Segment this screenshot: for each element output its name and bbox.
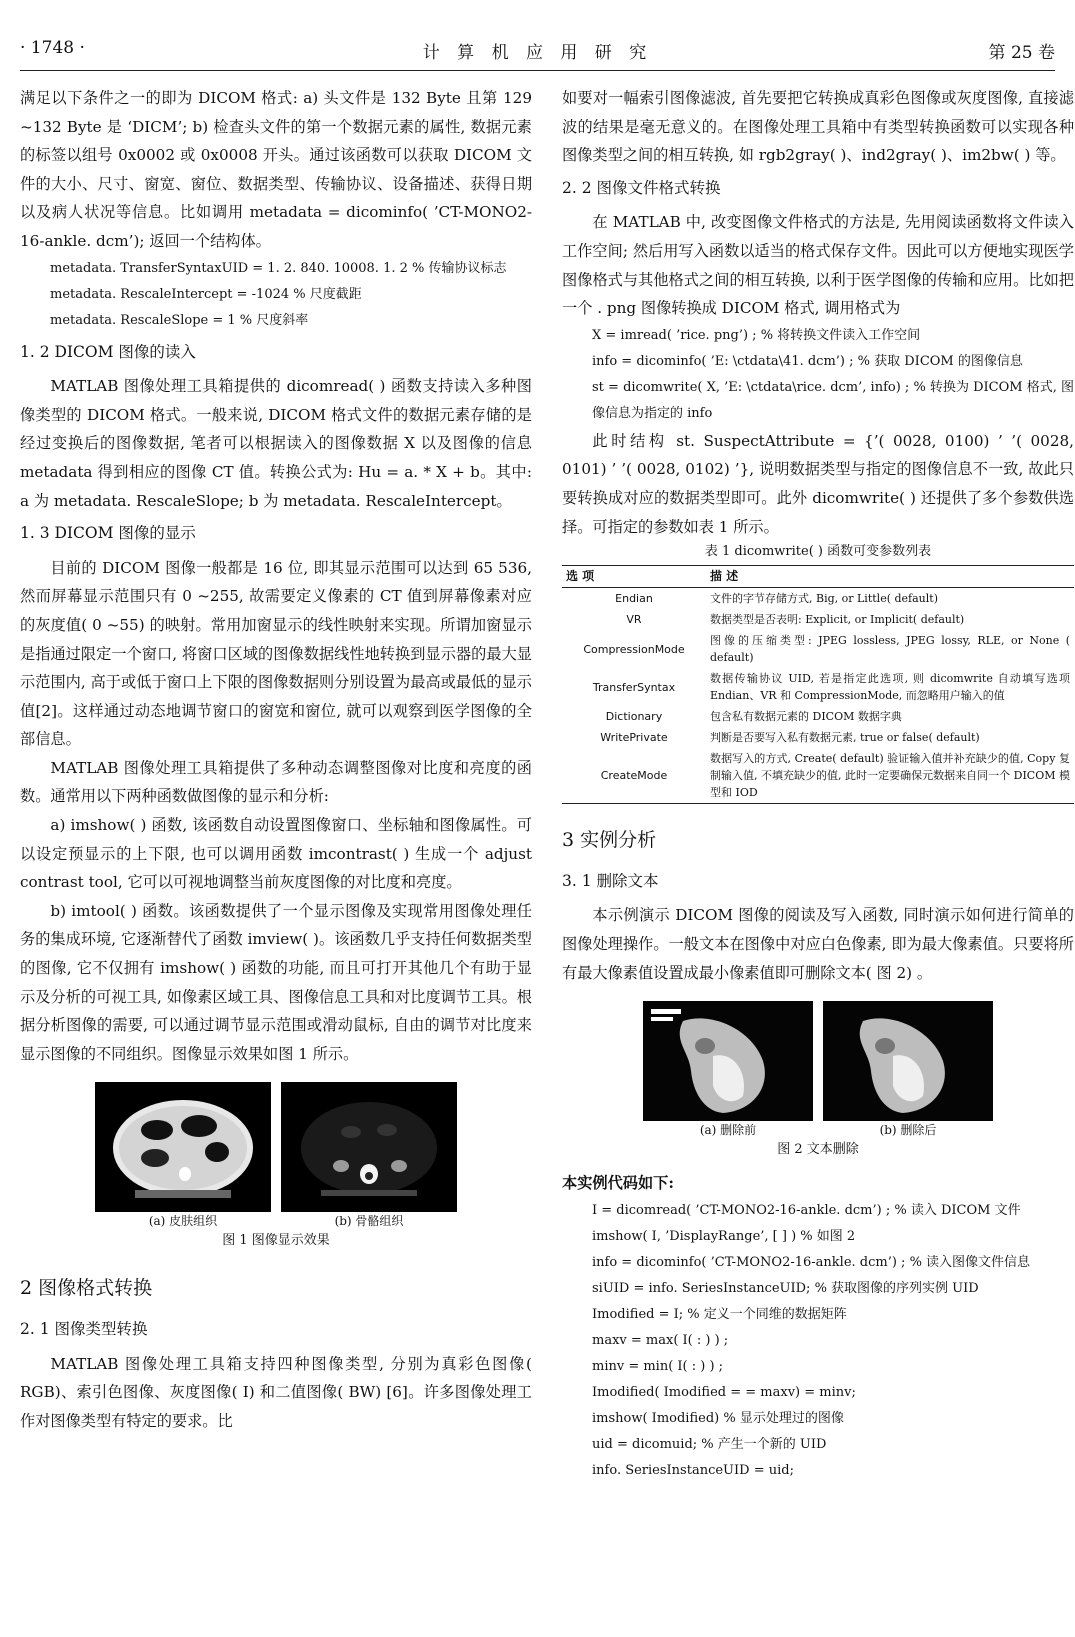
code-line: minv = min( I( : ) ) ; (592, 1358, 724, 1374)
code-line: metadata. RescaleIntercept = -1024 % 尺度截距 (50, 286, 362, 302)
table-cell: TransferSyntax (592, 680, 676, 694)
left-column (20, 84, 532, 1435)
code-line: info = dicominfo( ’E: \ctdata\41. dcm’) ; % 获取 DICOM 的图像信息 (592, 353, 1023, 369)
figure-2 (562, 1001, 1074, 1139)
subfigure-caption: (b) 骨骼组织 (334, 1214, 404, 1229)
figure-caption: 图 2 文本删除 (777, 1142, 859, 1158)
table-row (562, 748, 1074, 804)
code-line: siUID = info. SeriesInstanceUID; % 获取图像的序列实例 UID (592, 1280, 979, 1296)
code-title: 本实例代码如下: (562, 1174, 674, 1193)
table-cell: WritePrivate (600, 731, 668, 745)
paragraph: 在 MATLAB 中, 改变图像文件格式的方法是, 先用阅读函数将文件读入工作空间; 然后用写入函数以适当的格式保存文件。因此可以方便地实现医学图像格式与其他格式之间的相互转换, 以利于医学图像的传输和应用。比如把一个 . png 图像转换成 DICOM 格式, 调用格式为 (562, 213, 1074, 318)
table-row (562, 727, 1074, 748)
table-cell: Endian (615, 592, 653, 606)
table-header: 选 项 (562, 566, 706, 588)
table-cell: VR (626, 613, 642, 627)
section-heading: 1. 2 DICOM 图像的读入 (20, 342, 196, 361)
table-row (562, 668, 1074, 706)
paragraph: 目前的 DICOM 图像一般都是 16 位, 即其显示范围可以达到 65 536, 然而屏幕显示范围只有 0 ~255, 故需要定义像素的 CT 值到屏幕像素对应的灰度值( 0 ~55) 的映射。常用加窗显示的线性映射来实现。所谓加窗显示是指通过限定一个窗口, 将窗口区域的图像数据线性地转换到显示器的最大显示范围内, 高于或低于窗口上下限的图像数据则分别设置为最高或最低的显示值[2]。这样通过动态地调节窗口的窗宽和窗位, 就可以观察到医学图像的全部信息。 (20, 558, 532, 749)
journal-title: 计 算 机 应 用 研 究 (422, 43, 653, 63)
code-line: imshow( I, ’DisplayRange’, [ ] ) % 如图 2 (592, 1228, 856, 1244)
paragraph: MATLAB 图像处理工具箱提供了多种动态调整图像对比度和亮度的函数。通常用以下两种函数做图像的显示和分析: (20, 758, 532, 806)
figure-caption: 图 1 图像显示效果 (222, 1233, 330, 1249)
code-line: Imodified( Imodified = = maxv) = minv; (592, 1384, 856, 1400)
section-heading: 2. 2 图像文件格式转换 (562, 178, 721, 197)
code-line: info = dicominfo( ’CT-MONO2-16-ankle. dcm’) ; % 读入图像文件信息 (592, 1254, 1031, 1270)
options-table (562, 565, 1074, 804)
paragraph: 满足以下条件之一的即为 DICOM 格式: a) 头文件是 132 Byte 且第 129 ~132 Byte 是 ‘DICM’; b) 检查头文件的第一个数据元素的属性, 数据元素的标签以组号 0x0002 或 0x0008 开头。通过该函数可以获取 DICOM 文件的大小、尺寸、窗宽、窗位、数据类型、传输协议、设备描述、获得日期以及病人状况等信息。比如调用 metadata = dicominfo( ’CT-MONO2-16-ankle. dcm’); 返回一个结构体。 (20, 89, 532, 250)
section-heading: 3. 1 删除文本 (562, 871, 659, 890)
ct-skin-image (95, 1082, 271, 1212)
code-line: X = imread( ’rice. png’) ; % 将转换文件读入工作空间 (592, 327, 921, 343)
table-caption: 表 1 dicomwrite( ) 函数可变参数列表 (704, 544, 932, 560)
table-cell: 包含私有数据元素的 DICOM 数据字典 (710, 710, 902, 724)
code-line: metadata. RescaleSlope = 1 % 尺度斜率 (50, 312, 309, 328)
code-line: uid = dicomuid; % 产生一个新的 UID (592, 1436, 827, 1452)
ct-bone-image (281, 1082, 457, 1212)
right-column (562, 84, 1074, 1484)
volume-label: 第 25 卷 (988, 43, 1055, 63)
section-heading: 1. 3 DICOM 图像的显示 (20, 524, 196, 543)
paragraph: 此时结构 st. SuspectAttribute = {’( 0028, 0100) ’ ’( 0028, 0101) ’ ’( 0028, 0102) ’}, 说明数据类型与指定的图像信息不一致, 故此只要转换成对应的数据类型即可。此外 dicomwrite( ) 还提供了多个参数供选择。可指定的参数如表 1 所示。 (562, 431, 1074, 536)
code-line: maxv = max( I( : ) ) ; (592, 1332, 729, 1348)
code-line: Imodified = I; % 定义一个同维的数据矩阵 (592, 1306, 847, 1322)
table-cell: CompressionMode (583, 642, 685, 656)
code-line: info. SeriesInstanceUID = uid; (592, 1462, 794, 1478)
paragraph: a) imshow( ) 函数, 该函数自动设置图像窗口、坐标轴和图像属性。可以设定预显示的上下限, 也可以调用函数 imcontrast( ) 生成一个 adjust contrast tool, 它可以可视地调整当前灰度图像的对比度和亮度。 (20, 816, 532, 892)
table-cell: CreateMode (562, 748, 706, 804)
section-heading: 3 实例分析 (562, 829, 657, 852)
ankle-before-image (643, 1001, 813, 1121)
ankle-after-image (823, 1001, 993, 1121)
subfigure-caption: (b) 删除后 (879, 1123, 937, 1138)
code-line: st = dicomwrite( X, ’E: \ctdata\rice. dcm’, info) ; % 转换为 DICOM 格式, 图像信息为指定的 info (592, 379, 1074, 421)
table-cell: 数据传输协议 UID, 若是指定此选项, 则 dicomwrite 自动填写选项 Endian、VR 和 CompressionMode, 而忽略用户输入的值 (710, 672, 1070, 703)
section-heading: 2. 1 图像类型转换 (20, 1320, 148, 1338)
figure-1 (20, 1082, 532, 1230)
table-header: 描 述 (706, 566, 1074, 588)
running-header (20, 38, 1055, 68)
table-cell: 数据类型是否表明: Explicit, or Implicit( default) (710, 613, 965, 627)
subfigure-caption: (a) 皮肤组织 (148, 1214, 218, 1229)
table-row (562, 706, 1074, 727)
table-cell: 判断是否要写入私有数据元素, true or false( default) (710, 731, 980, 745)
paragraph: MATLAB 图像处理工具箱支持四种图像类型, 分别为真彩色图像( RGB)、索引色图像、灰度图像( I) 和二值图像( BW) [6]。许多图像处理工作对图像类型有特定的要求。比 (20, 1354, 532, 1430)
header-rule (20, 70, 1055, 71)
page-number: · 1748 · (20, 38, 85, 58)
table-row (562, 630, 1074, 668)
paragraph: MATLAB 图像处理工具箱提供的 dicomread( ) 函数支持读入多种图像类型的 DICOM 格式。一般来说, DICOM 格式文件的数据元素存储的是经过变换后的图像数据, 笔者可以根据读入的图像数据 X 以及图像的信息 metadata 得到相应的图像 CT 值。转换公式为: Hu = a. * X + b。其中: a 为 metadata. RescaleSlope; b 为 metadata. RescaleIntercept。 (20, 377, 532, 510)
table-row (562, 588, 1074, 610)
table-row (562, 609, 1074, 630)
table-cell: 文件的字节存储方式, Big, or Little( default) (710, 592, 938, 606)
table-cell: Dictionary (605, 710, 663, 724)
code-line: metadata. TransferSyntaxUID = 1. 2. 840. 10008. 1. 2 % 传输协议标志 (50, 260, 507, 276)
paragraph: b) imtool( ) 函数。该函数提供了一个显示图像及实现常用图像处理任务的集成环境, 它逐渐替代了函数 imview( )。该函数几乎支持任何数据类型的图像, 它不仅拥有 imshow( ) 函数的功能, 而且可打开其他几个有助于显示及分析的可视工具, 如像素区域工具、图像信息工具和对比度调节工具。根据分析图像的需要, 可以通过调节显示范围或滑动鼠标, 自由的调节对比度来显示图像的不同组织。图像显示效果如图 1 所示。 (20, 901, 532, 1063)
paragraph: 本示例演示 DICOM 图像的阅读及写入函数, 同时演示如何进行简单的图像处理操作。一般文本在图像中对应白色像素, 即为最大像素值。只要将所有最大像素值设置成最小像素值即可删除文本( 图 2) 。 (562, 906, 1074, 982)
subfigure-caption: (a) 删除前 (699, 1123, 757, 1138)
paragraph: 如要对一幅索引图像滤波, 首先要把它转换成真彩色图像或灰度图像, 直接滤波的结果是毫无意义的。在图像处理工具箱中有类型转换函数可以实现各种图像类型之间的相互转换, 如 rgb2gray( )、ind2gray( )、im2bw( ) 等。 (562, 89, 1074, 165)
code-line: I = dicomread( ’CT-MONO2-16-ankle. dcm’) ; % 读入 DICOM 文件 (592, 1202, 1021, 1218)
table-cell: 数据写入的方式, Create( default) 验证输入值并补充缺少的值, Copy 复制输入值, 不填充缺少的值, 此时一定要确保元数据来自同一个 DICOM 模型和 IOD (706, 748, 1074, 804)
table-cell: 图像的压缩类型: JPEG lossless, JPEG lossy, RLE, or None ( default) (710, 634, 1070, 665)
section-heading: 2 图像格式转换 (20, 1277, 153, 1300)
code-line: imshow( Imodified) % 显示处理过的图像 (592, 1410, 844, 1426)
